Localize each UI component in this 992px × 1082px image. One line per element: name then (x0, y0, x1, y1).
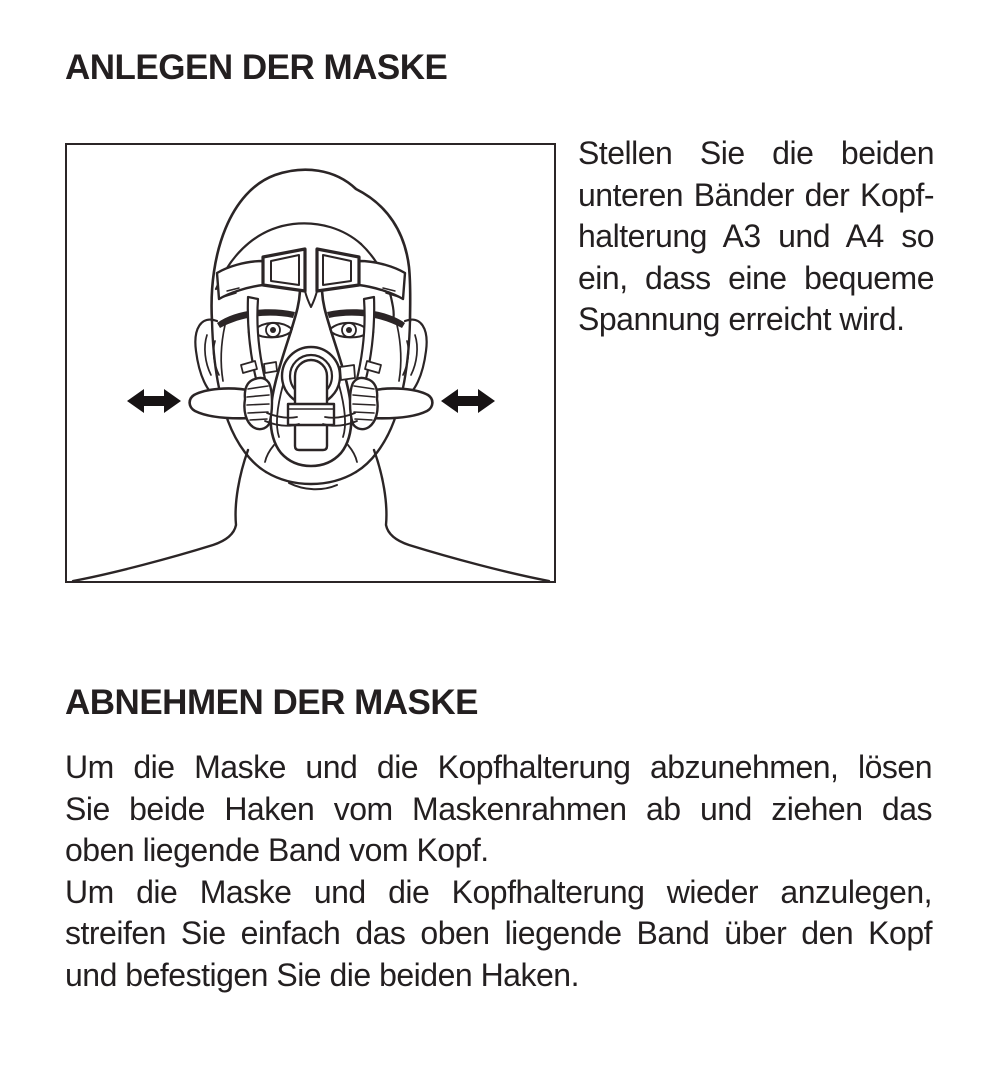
section-heading-anlegen: ANLEGEN DER MASKE (65, 48, 448, 87)
text-line: Spannung erreicht wird. (578, 301, 905, 337)
text-line: Stellen Sie die beiden (578, 135, 934, 171)
neck-and-shoulders (73, 450, 549, 581)
text-line: und befestigen Sie die beiden Haken. (65, 956, 579, 993)
right-double-arrow-icon (441, 389, 495, 413)
text-line: halterung A3 und A4 so (578, 218, 934, 254)
text-line: Um die Maske und die Kopfhalterung wieder anzulegen, (65, 873, 932, 910)
section-heading-abnehmen: ABNEHMEN DER MASKE (65, 683, 478, 722)
text-line: Sie beide Haken vom Maskenrahmen ab und ziehen das (65, 790, 932, 827)
left-double-arrow-icon (127, 389, 181, 413)
text-line: Um die Maske und die Kopfhalterung abzunehmen, lösen (65, 749, 932, 785)
strap-adjustment-instruction (578, 133, 934, 341)
text-line: oben liegende Band vom Kopf. (65, 832, 489, 868)
headgear-forehead-band (217, 249, 405, 307)
left-vent-nub (264, 362, 277, 373)
text-line: unteren Bänder der Kopf- (578, 176, 934, 213)
removal-instructions (65, 747, 932, 996)
removal-paragraph-2 (65, 872, 932, 997)
hair (212, 170, 411, 321)
side-port (340, 365, 355, 380)
mask-fitting-illustration (67, 145, 554, 581)
eyebrows (217, 309, 405, 328)
text-line: streifen Sie einfach das oben liegende Band über den Kopf (65, 915, 932, 951)
text-line: ein, dass eine bequeme (578, 259, 934, 296)
mask-fitting-figure (65, 143, 556, 583)
swivel-collar (288, 404, 334, 425)
removal-paragraph-1 (65, 747, 932, 872)
